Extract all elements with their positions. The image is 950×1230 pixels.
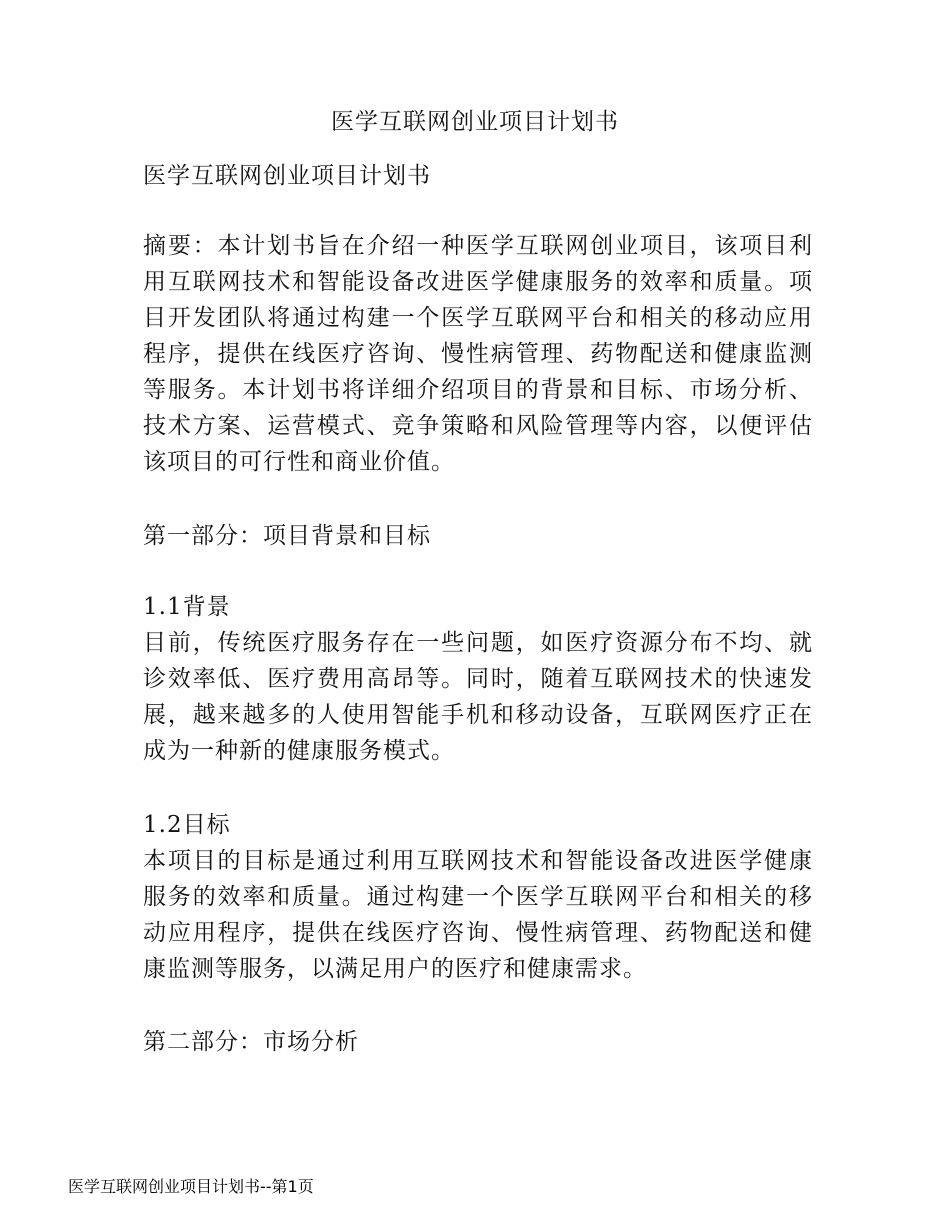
document-title: 医学互联网创业项目计划书	[331, 109, 619, 135]
abstract-paragraph: 摘要：本计划书旨在介绍一种医学互联网创业项目，该项目利用互联网技术和智能设备改进医学健康服务的效率和质量。项目开发团队将通过构建一个医学互联网平台和相关的移动应用程序，提供在线医疗咨询、慢性病管理、药物配送和健康监测等服务。本计划书将详细介绍项目的背景和目标、市场分析、技术方案、运营模式、竞争策略和风险管理等内容，以便评估该项目的可行性和商业价值。	[143, 233, 813, 475]
section-1-1-paragraph: 目前，传统医疗服务存在一些问题，如医疗资源分布不均、就诊效率低、医疗费用高昂等。同时，随着互联网技术的快速发展，越来越多的人使用智能手机和移动设备，互联网医疗正在成为一种新的健康服务模式。	[143, 630, 813, 764]
section-1-2-paragraph: 本项目的目标是通过利用互联网技术和智能设备改进医学健康服务的效率和质量。通过构建一个医学互联网平台和相关的移动应用程序，提供在线医疗咨询、慢性病管理、药物配送和健康监测等服务，以满足用户的医疗和健康需求。	[143, 848, 813, 982]
page-footer: 医学互联网创业项目计划书--第1页	[68, 1177, 314, 1196]
section-1-2-heading: 1.2目标	[143, 812, 231, 838]
document-subtitle: 医学互联网创业项目计划书	[143, 163, 431, 189]
section-1-1-heading: 1.1背景	[143, 594, 231, 620]
part1-heading: 第一部分：项目背景和目标	[143, 523, 431, 549]
part2-heading: 第二部分：市场分析	[143, 1029, 359, 1055]
